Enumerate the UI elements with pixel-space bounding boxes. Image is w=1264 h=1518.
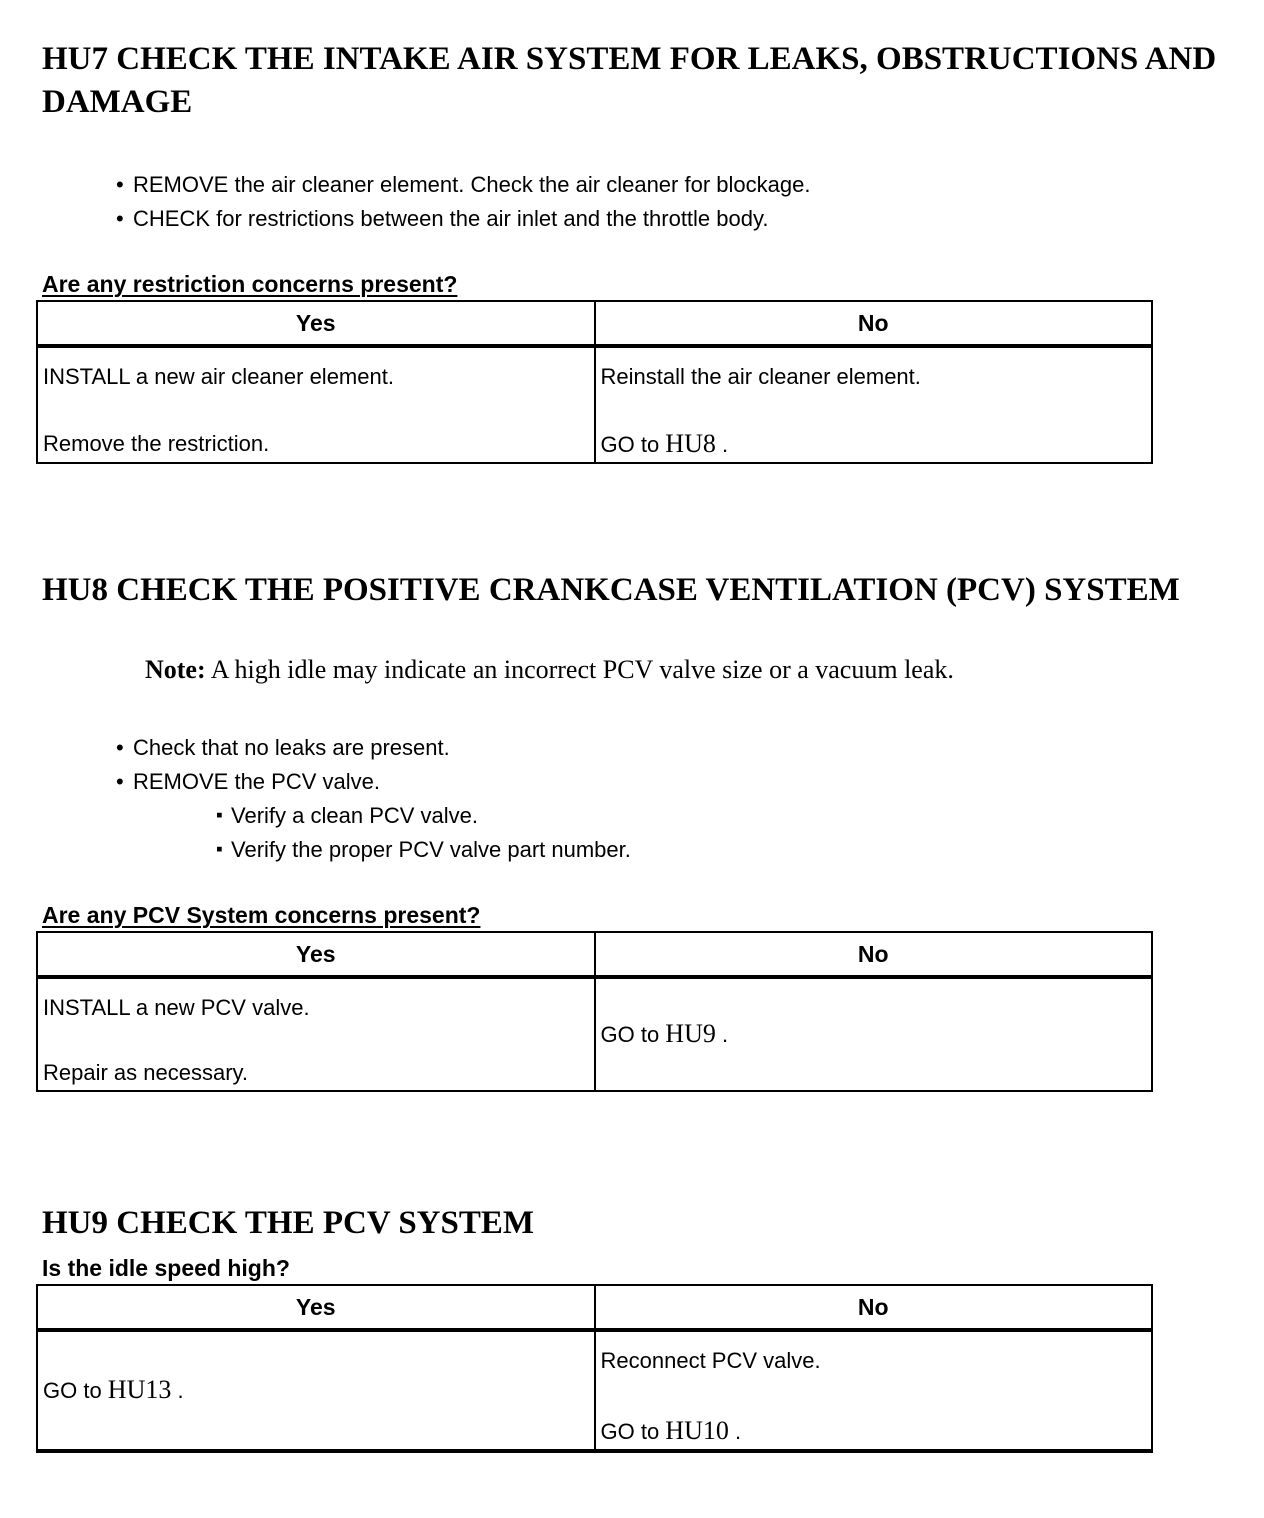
section-hu9 [42,1202,1264,1453]
table-body-row [37,1330,1152,1451]
go-to-line [601,1017,1148,1052]
go-suffix: . [715,1022,729,1047]
action-text: Repair as necessary. [43,1060,249,1085]
table-header-row [37,932,1152,977]
section-hu8-heading: HU8 CHECK THE POSITIVE CRANKCASE VENTILATION (PCV) SYSTEM [42,572,1180,608]
link-hu13[interactable]: HU13 [107,1375,172,1404]
action-text: Reconnect PCV valve. [600,1348,821,1373]
link-hu10[interactable]: HU10 [665,1416,729,1445]
decision-table-hu9 [36,1284,1153,1453]
sub-bullet-item [42,833,1264,867]
question-pcv-concerns: Are any PCV System concerns present? [42,902,481,928]
sub-bullet-item [42,799,1264,833]
yes-cell [37,346,595,463]
question-restriction-concerns: Are any restriction concerns present? [42,271,458,297]
bullet-text: Verify the proper PCV valve part number. [231,837,631,862]
link-hu8[interactable]: HU8 [665,429,716,458]
go-suffix: . [171,1378,184,1403]
yes-column-header: Yes [37,932,595,977]
action-text: Reinstall the air cleaner element. [600,364,921,389]
bullet-text: REMOVE the air cleaner element. Check the air cleaner for blockage. [133,172,811,197]
bullet-item [42,731,1264,765]
bullet-icon: • [116,769,124,794]
bullet-icon: • [116,172,124,197]
note-label: Note: [145,655,206,684]
bullet-text: Check that no leaks are present. [133,735,450,760]
no-column-header: No [595,932,1153,977]
section-hu7 [42,38,1264,464]
no-cell [595,1330,1153,1451]
go-prefix: GO to [43,1378,108,1403]
go-prefix: GO to [600,1419,666,1444]
bullet-icon: • [116,735,124,760]
bullet-icon: • [116,206,124,231]
section-hu9-heading: HU9 CHECK THE PCV SYSTEM [42,1205,535,1241]
note-text: A high idle may indicate an incorrect PCV valve size or a vacuum leak. [205,655,954,684]
square-bullet-icon: ▪ [216,839,223,860]
action-text: INSTALL a new air cleaner element. [43,364,394,389]
go-suffix: . [728,1419,742,1444]
table-body-row [37,977,1152,1091]
no-cell [595,346,1153,463]
hu8-bullet-list [42,731,1264,867]
action-text: INSTALL a new PCV valve. [43,995,310,1020]
go-suffix: . [715,432,729,457]
question-idle-speed: Is the idle speed high? [42,1255,290,1281]
bullet-item [42,202,1264,236]
hu7-bullet-list [42,168,1264,236]
bullet-item [42,765,1264,799]
yes-column-header: Yes [37,301,595,346]
no-column-header: No [595,1285,1153,1330]
no-cell [595,977,1153,1091]
go-to-line [601,427,1148,462]
go-prefix: GO to [600,432,666,457]
yes-cell [37,1330,595,1451]
yes-cell [37,977,595,1091]
bullet-text: CHECK for restrictions between the air inlet and the throttle body. [133,206,769,231]
go-prefix: GO to [600,1022,666,1047]
link-hu9[interactable]: HU9 [665,1019,716,1048]
bullet-item [42,168,1264,202]
table-header-row [37,1285,1152,1330]
section-hu7-heading: HU7 CHECK THE INTAKE AIR SYSTEM FOR LEAKS, OBSTRUCTIONS AND DAMAGE [42,41,1217,120]
note-line [145,655,1230,685]
go-to-line [43,1373,590,1408]
bullet-text: Verify a clean PCV valve. [231,803,479,828]
go-to-line [601,1414,1148,1449]
bullet-text: REMOVE the PCV valve. [133,769,380,794]
action-text: Remove the restriction. [43,431,270,456]
decision-table-hu7 [36,300,1153,464]
square-bullet-icon: ▪ [216,805,223,826]
table-header-row [37,301,1152,346]
section-hu8 [42,569,1264,1092]
yes-column-header: Yes [37,1285,595,1330]
no-column-header: No [595,301,1153,346]
table-body-row [37,346,1152,463]
decision-table-hu8 [36,931,1153,1092]
